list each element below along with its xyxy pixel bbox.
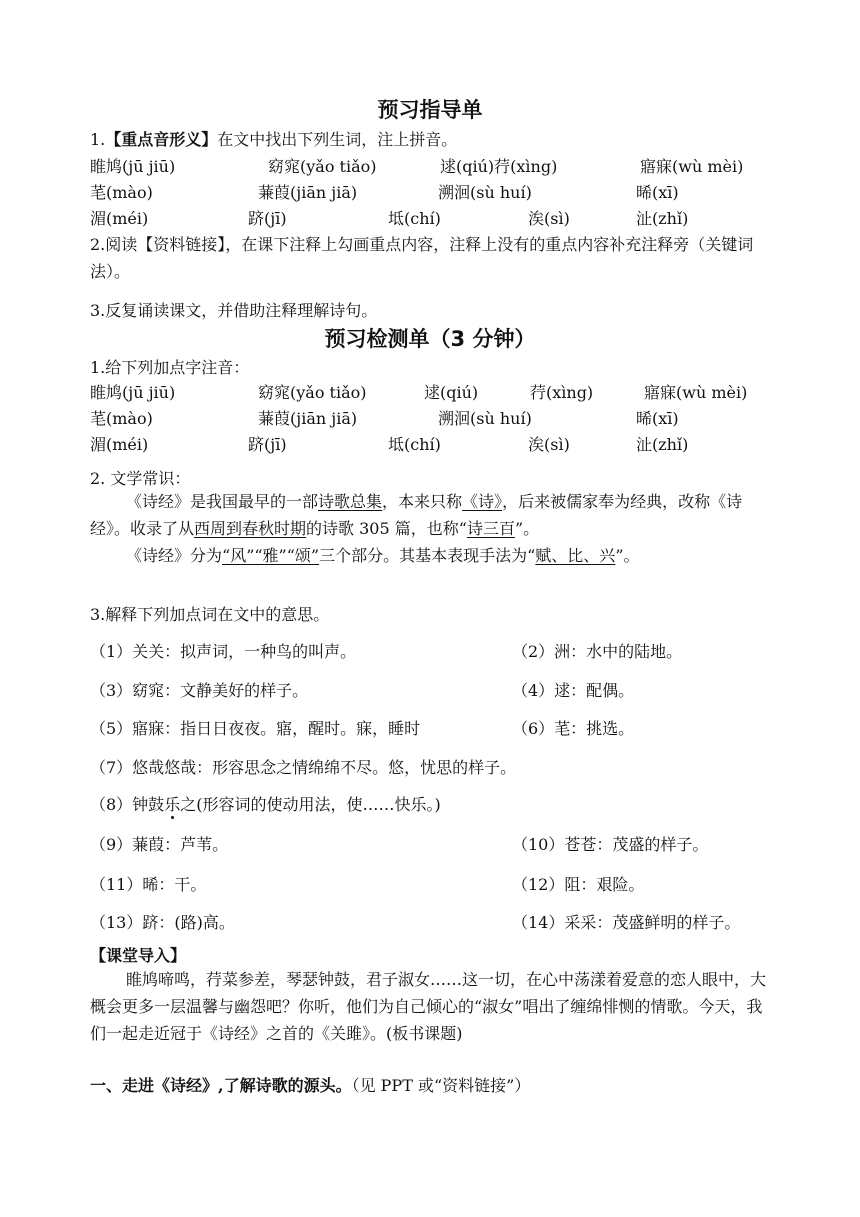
underlined-answer: “风”“雅”“颂” [222, 546, 320, 565]
vocab-item: 晞(xī) [636, 183, 679, 202]
check-title: 预习检测单（3 分钟） [324, 327, 536, 351]
definition-item: （14）采采：茂盛鲜明的样子。 [512, 913, 741, 932]
section-1 [90, 1073, 530, 1096]
paragraph-text: 《诗经》是我国最早的一部 [126, 492, 319, 511]
guide-task-3: 3.反复诵读课文，并借助注释理解诗句。 [90, 301, 378, 320]
intro-paragraph: 睢鸠啼鸣，荇菜参差，琴瑟钟鼓，君子淑女……这一切，在心中荡漾着爱意的恋人眼中，大概会更多一层温馨与幽怨吧？你听，他们为自己倾心的“淑女”唱出了缠绵悱恻的情歌。今天，我们一起走近冠于《诗经》之首的《关雎》。(板书课题) [90, 970, 767, 1043]
guide-title: 预习指导单 [377, 98, 483, 122]
definition-item: （3）窈窕：文静美好的样子。 [90, 681, 309, 700]
underlined-answer: 西周到春秋时期 [194, 519, 307, 538]
section-note: （见 PPT 或“资料链接”） [351, 1076, 531, 1095]
literature-paragraph-2 [90, 542, 772, 569]
section-heading: 一、走进《诗经》,了解诗歌的源头。 [90, 1076, 352, 1095]
definition-item: （4）逑：配偶。 [512, 681, 635, 700]
vocab-item: 坻(chí) [388, 209, 441, 228]
vocab-item: 逑(qiú) [424, 383, 479, 402]
check-question-1: 1.给下列加点字注音： [90, 358, 250, 377]
guide-task-2: 2.阅读【资料链接】，在课下注释上勾画重点内容，注释上没有的重点内容补充注释旁（关键词法）。 [90, 235, 754, 281]
vocab-item: 溯洄(sù huí) [438, 409, 532, 428]
vocab-item: 跻(jī) [248, 209, 287, 228]
vocab-item: 窈窕(yǎo tiǎo) [258, 383, 367, 402]
check-question-2: 2. 文学常识： [90, 469, 191, 488]
vocab-item: 湄(méi) [90, 209, 149, 228]
paragraph-text: 三个部分。其基本表现手法为“ [319, 546, 536, 565]
vocab-item: 晞(xī) [636, 409, 679, 428]
task-number: 1. [90, 130, 106, 149]
task-heading: 【重点音形义】 [105, 130, 218, 149]
underlined-answer: 《诗》 [462, 492, 503, 511]
vocab-item: 溯洄(sù huí) [438, 183, 532, 202]
underlined-answer: 诗三百 [466, 519, 515, 538]
task-text: 在文中找出下列生词，注上拼音。 [217, 130, 458, 149]
vocab-item: 荇(xìng) [530, 383, 594, 402]
definition-item: （11）晞：干。 [90, 875, 207, 894]
definition-item: （7）悠哉悠哉：形容思念之情绵绵不尽。悠，忧思的样子。 [90, 758, 517, 777]
vocab-item: 逑(qiú)荇(xìng) [440, 157, 558, 176]
definition-item: （5）寤寐：指日日夜夜。寤，醒时。寐，睡时 [90, 719, 421, 738]
vocab-item: 沚(zhǐ) [636, 209, 689, 228]
paragraph-text: ”。 [615, 546, 640, 565]
intro-heading: 【课堂导入】 [90, 946, 187, 965]
vocab-item: 寤寐(wù mèi) [644, 383, 748, 402]
vocab-item: 寤寐(wù mèi) [640, 157, 744, 176]
vocab-item: 涘(sì) [528, 435, 570, 454]
vocab-item: 跻(jī) [248, 435, 287, 454]
vocab-item: 涘(sì) [528, 209, 570, 228]
definition-item: （9）蒹葭：芦苇。 [90, 835, 229, 854]
definition-text: （8）钟鼓 [90, 795, 165, 814]
vocab-item: 蒹葭(jiān jiā) [258, 409, 358, 428]
guide-task-1 [90, 127, 457, 150]
definition-item: （13）跻：(路)高。 [90, 913, 235, 932]
definition-text: 之(形容词的使动用法，使……快乐。) [180, 795, 441, 814]
vocab-item: 蒹葭(jiān jiā) [258, 183, 358, 202]
vocab-item: 沚(zhǐ) [636, 435, 689, 454]
paragraph-text: ，后来被儒家奉为经典，改称《诗经》。收录了从 [90, 492, 743, 538]
vocab-item: 湄(méi) [90, 435, 149, 454]
underlined-answer: 赋、比、兴 [535, 546, 616, 565]
definition-item: （2）洲：水中的陆地。 [512, 642, 683, 661]
vocab-item: 坻(chí) [388, 435, 441, 454]
vocab-item: 睢鸠(jū jiū) [90, 157, 176, 176]
vocab-item: 睢鸠(jū jiū) [90, 383, 176, 402]
vocab-item: 芼(mào) [90, 409, 153, 428]
vocab-item: 芼(mào) [90, 183, 153, 202]
vocab-item: 窈窕(yǎo tiǎo) [268, 157, 377, 176]
definition-item [90, 792, 441, 815]
emphasis-dotted-char: 乐 [164, 795, 181, 814]
paragraph-text: ，本来只称 [382, 492, 463, 511]
paragraph-text: ”。 [514, 519, 540, 538]
literature-paragraph-1 [90, 488, 772, 542]
paragraph-text: 的诗歌 305 篇，也称“ [306, 519, 467, 538]
paragraph-text: 《诗经》分为 [126, 546, 223, 565]
definition-item: （10）苍苍：茂盛的样子。 [512, 835, 709, 854]
check-question-3: 3.解释下列加点词在文中的意思。 [90, 605, 330, 624]
definition-item: （1）关关：拟声词，一种鸟的叫声。 [90, 642, 357, 661]
definition-item: （6）芼：挑选。 [512, 719, 635, 738]
definition-item: （12）阻：艰险。 [512, 875, 645, 894]
underlined-answer: 诗歌总集 [318, 492, 383, 511]
